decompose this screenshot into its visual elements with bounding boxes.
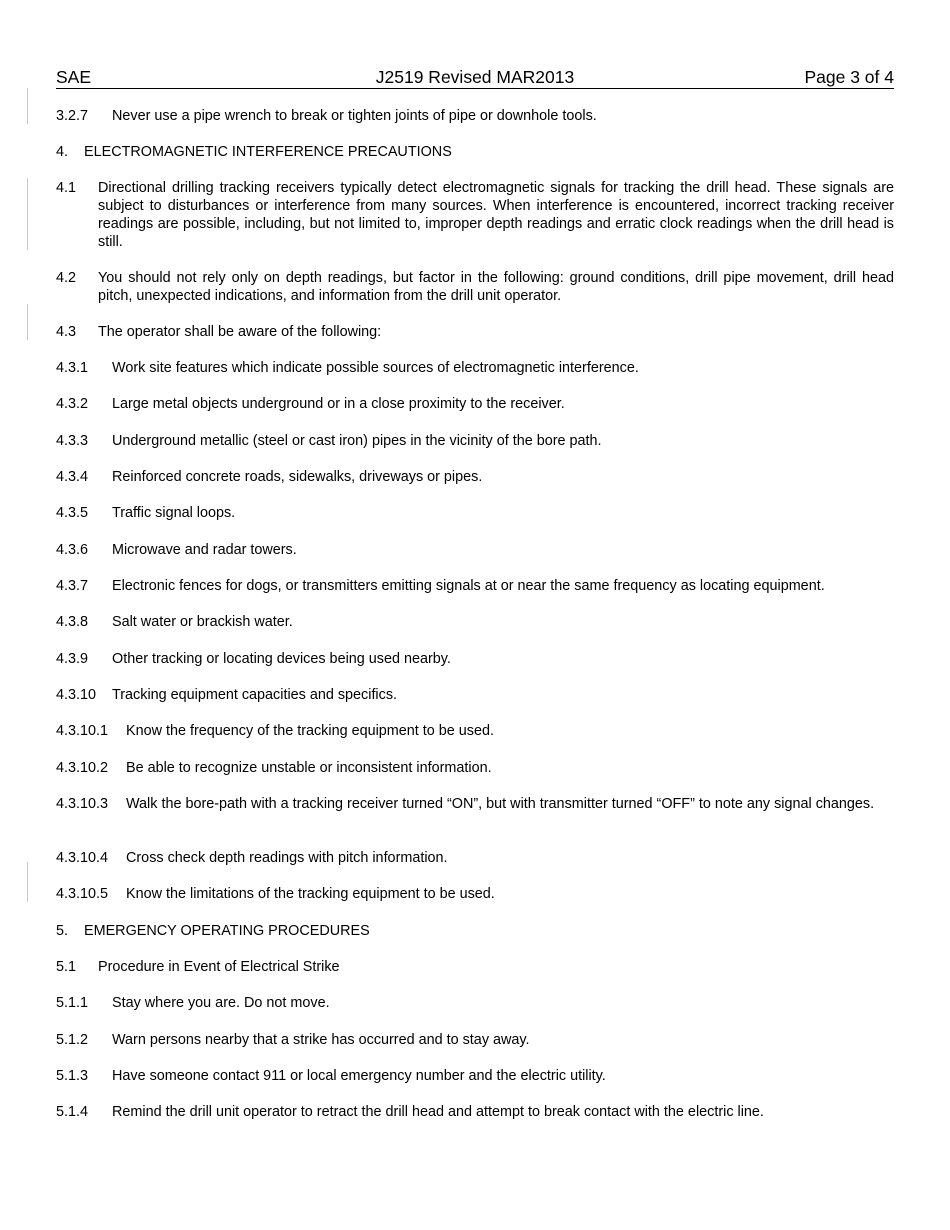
section-number: 4. [56, 144, 69, 160]
section-4-3-5 [56, 504, 894, 522]
section-number: 5.1.3 [56, 1068, 89, 1084]
section-text: Know the frequency of the tracking equipment to be used. [126, 723, 494, 739]
section-5-1-3 [56, 1067, 894, 1085]
section-4-3-10-4 [56, 849, 894, 867]
section-text: You should not rely only on depth readings, but factor in the following: ground conditions, drill pipe movement, drill head pitch, unexpected indications, and information from the drill unit operator. [98, 270, 894, 304]
section-number: 4.1 [56, 180, 77, 196]
section-5-1-4 [56, 1103, 894, 1121]
section-text: The operator shall be aware of the following: [98, 324, 382, 340]
section-number: 5.1 [56, 959, 77, 975]
section-number: 4.2 [56, 270, 77, 286]
section-text: Know the limitations of the tracking equipment to be used. [126, 886, 495, 902]
section-text: Be able to recognize unstable or inconsistent information. [126, 760, 492, 776]
section-4-3-2 [56, 395, 894, 413]
section-text: Salt water or brackish water. [112, 614, 293, 630]
section-number: 4.3.10.2 [56, 760, 109, 776]
page-header [56, 66, 894, 89]
section-4-heading [56, 143, 894, 161]
section-4-2 [56, 269, 894, 305]
section-text: Tracking equipment capacities and specifics. [112, 687, 398, 703]
section-number: 4.3.2 [56, 396, 89, 412]
section-text: Traffic signal loops. [112, 505, 236, 521]
section-number: 5.1.4 [56, 1104, 89, 1120]
section-text: Remind the drill unit operator to retract the drill head and attempt to break contact with the electric line. [112, 1104, 764, 1120]
header-organization: SAE [56, 67, 92, 87]
section-4-3-7 [56, 577, 894, 595]
section-heading: ELECTROMAGNETIC INTERFERENCE PRECAUTIONS [84, 144, 452, 160]
header-page-number: Page 3 of 4 [804, 67, 894, 87]
section-text: Have someone contact 911 or local emergency number and the electric utility. [112, 1068, 606, 1084]
section-4-3-6 [56, 541, 894, 559]
section-number: 4.3.4 [56, 469, 89, 485]
section-5-1 [56, 958, 894, 976]
section-number: 4.3.8 [56, 614, 89, 630]
section-4-3-10-1 [56, 722, 894, 740]
section-number: 4.3.10.5 [56, 886, 109, 902]
section-4-3-10-5 [56, 885, 894, 903]
section-number: 5.1.2 [56, 1032, 89, 1048]
section-number: 3.2.7 [56, 108, 89, 124]
section-number: 4.3.5 [56, 505, 89, 521]
section-text: Cross check depth readings with pitch information. [126, 850, 448, 866]
section-number: 4.3.10.4 [56, 850, 109, 866]
section-text: Microwave and radar towers. [112, 542, 297, 558]
section-number: 4.3.10.1 [56, 723, 109, 739]
section-number: 4.3.10.3 [56, 796, 109, 812]
section-4-3-10-3 [56, 795, 894, 813]
section-text: Underground metallic (steel or cast iron) pipes in the vicinity of the bore path. [112, 433, 602, 449]
section-number: 4.3.10 [56, 687, 97, 703]
section-number: 4.3 [56, 324, 77, 340]
section-text: Stay where you are. Do not move. [112, 995, 330, 1011]
section-4-3-9 [56, 650, 894, 668]
section-text: Large metal objects underground or in a close proximity to the receiver. [112, 396, 565, 412]
revision-change-bar [27, 862, 28, 902]
section-text: Other tracking or locating devices being used nearby. [112, 651, 451, 667]
section-4-1 [56, 179, 894, 251]
section-4-3-8 [56, 613, 894, 631]
section-4-3-1 [56, 359, 894, 377]
section-4-3-4 [56, 468, 894, 486]
section-text: Walk the bore-path with a tracking receiver turned “ON”, but with transmitter turned “OFF” to note any signal changes. [126, 796, 875, 812]
section-5-heading [56, 922, 894, 940]
section-4-3-10 [56, 686, 894, 704]
section-text: Work site features which indicate possible sources of electromagnetic interference. [112, 360, 639, 376]
section-5-1-1 [56, 994, 894, 1012]
section-text: Reinforced concrete roads, sidewalks, driveways or pipes. [112, 469, 483, 485]
section-4-3-3 [56, 432, 894, 450]
section-4-3-10-2 [56, 759, 894, 777]
section-number: 4.3.7 [56, 578, 89, 594]
section-number: 4.3.9 [56, 651, 89, 667]
revision-change-bar [27, 178, 28, 250]
section-number: 4.3.6 [56, 542, 89, 558]
section-text: Never use a pipe wrench to break or tighten joints of pipe or downhole tools. [112, 108, 597, 124]
section-number: 4.3.3 [56, 433, 89, 449]
section-text: Directional drilling tracking receivers typically detect electromagnetic signals for tracking the drill head. These signals are subject to disturbances or interference from many sources. When interference is encountered, incorrect tracking receiver readings are possible, including, but not limited to, improper depth readings and erratic clock readings when the drill head is still. [98, 180, 894, 250]
revision-change-bar [27, 88, 28, 124]
section-3-2-7 [56, 107, 894, 125]
section-number: 5.1.1 [56, 995, 89, 1011]
revision-change-bar [27, 304, 28, 340]
section-text: Procedure in Event of Electrical Strike [98, 959, 340, 975]
header-document-id: J2519 Revised MAR2013 [375, 67, 575, 87]
section-number: 5. [56, 923, 69, 939]
section-text: Electronic fences for dogs, or transmitters emitting signals at or near the same frequency as locating equipment. [112, 578, 825, 594]
section-text: Warn persons nearby that a strike has occurred and to stay away. [112, 1032, 530, 1048]
section-heading: EMERGENCY OPERATING PROCEDURES [84, 923, 370, 939]
section-number: 4.3.1 [56, 360, 89, 376]
section-5-1-2 [56, 1031, 894, 1049]
section-4-3 [56, 323, 894, 341]
